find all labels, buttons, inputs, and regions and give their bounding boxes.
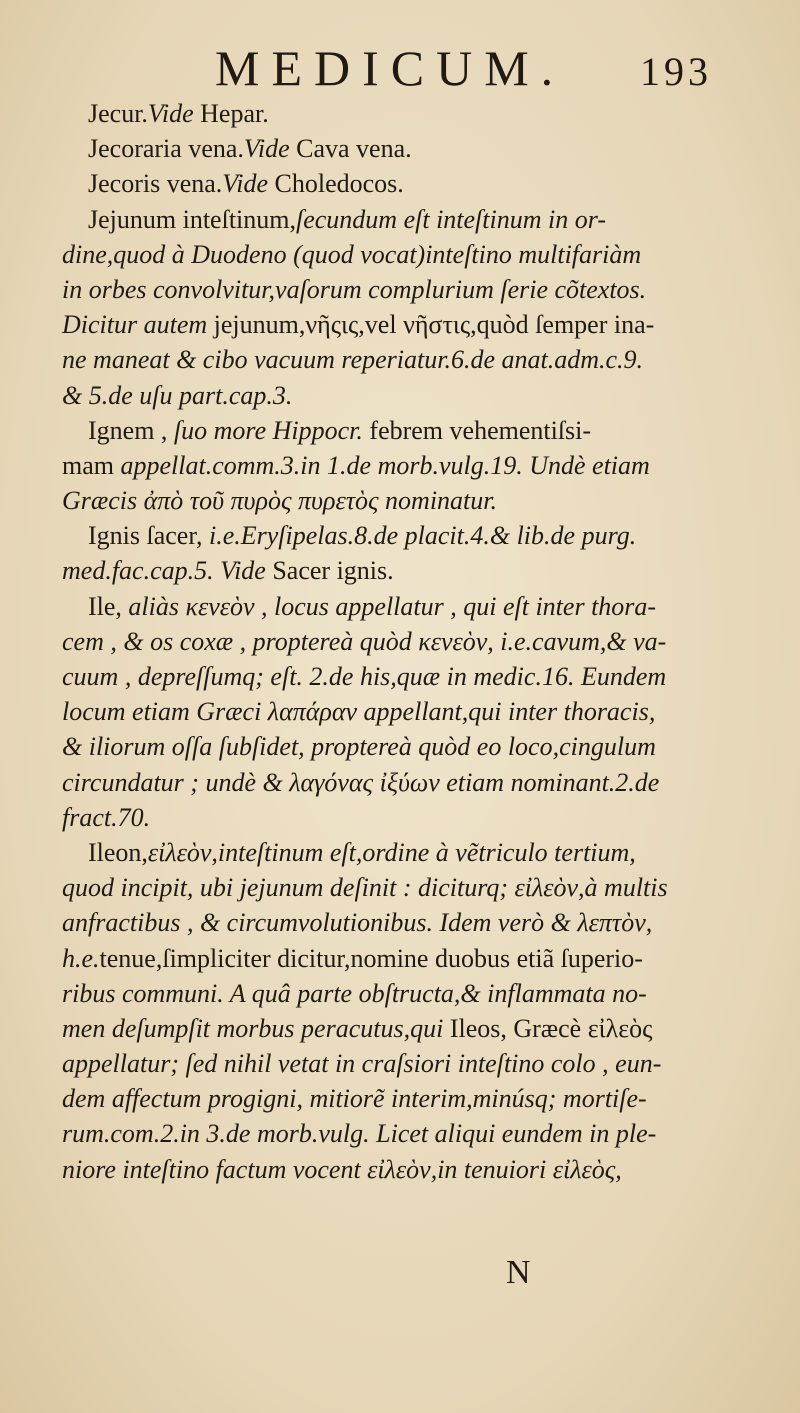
line-roman: Jecur. (88, 99, 148, 128)
line-italic: appellatur; ſed nihil vetat in craſsiori inteſtino colo , eun- (62, 1049, 662, 1079)
page-number: 193 (640, 49, 712, 94)
line-roman: Ileon, (88, 837, 148, 867)
text-line (62, 378, 732, 413)
line-roman: Ignem , (88, 415, 168, 445)
text-line (62, 589, 732, 624)
text-line (62, 1081, 732, 1116)
line-italic: & 5.de uſu part.cap.3. (62, 380, 293, 410)
line-tail: Cava vena. (289, 134, 412, 164)
text-line (62, 413, 732, 448)
line-tail: Choledocos. (268, 169, 404, 199)
line-tail: jejunum,νῆςις,vel νῆστις,quòd ſemper ina- (207, 310, 655, 340)
line-roman: mam (62, 450, 114, 480)
line-italic: ribus communi. A quâ parte obſtructa,& inflammata no- (62, 978, 647, 1008)
text-line (62, 941, 732, 976)
line-italic: Græcis ἀπὸ τοῦ πυρὸς πυρετὸς nominatur. (62, 486, 498, 516)
text-line (62, 905, 732, 940)
line-italic: med.fac.cap.5. Vide (62, 556, 266, 586)
catchword: N (506, 1254, 531, 1291)
line-italic: Vide (243, 134, 290, 164)
line-italic: niore inteſtino factum vocent εἰλεὸν,in tenuiori εἰλεὸς, (62, 1154, 622, 1184)
running-title: MEDICUM. (215, 40, 566, 96)
text-line (62, 1116, 732, 1151)
text-line (62, 870, 732, 905)
text-line (62, 659, 732, 694)
line-italic: anfractibus , & circumvolutionibus. Idem verò & λεπτὸν, (62, 908, 653, 938)
text-line (62, 448, 732, 483)
line-italic: locum etiam Græci λαπάραν appellant,qui inter thoracis, (62, 697, 656, 727)
line-italic: ne maneat & cibo vacuum reperiatur.6.de anat.adm.c.9. (62, 345, 644, 375)
text-line (62, 729, 732, 764)
line-italic: cuum , depreſſumq; eſt. 2.de his,quæ in medic.16. Eundem (62, 662, 667, 691)
dictionary-entries (62, 96, 732, 1187)
line-roman: Jecoris vena. (88, 169, 223, 199)
line-italic: fract.70. (62, 802, 151, 832)
text-line (62, 96, 732, 131)
page-header (0, 38, 800, 98)
text-line (62, 1011, 732, 1046)
text-line (62, 307, 732, 342)
line-italic: ſecundum eſt inteſtinum in or- (296, 204, 606, 234)
line-italic: Vide (147, 99, 194, 128)
line-italic: i.e.Eryſipelas.8.de placit.4.& lib.de purg. (202, 521, 637, 551)
line-italic: ſuo more Hippocr. (167, 415, 363, 445)
line-italic: dine,quod à Duodeno (quod vocat)inteſtino multifariàm (62, 239, 642, 269)
line-roman: Jecoraria vena. (88, 134, 244, 164)
text-line (62, 624, 732, 659)
text-line (62, 237, 732, 272)
line-italic: quod incipit, ubi jejunum deſinit : diciturq; εἰλεὸν,à multis (62, 873, 668, 903)
text-line (62, 976, 732, 1011)
text-line (62, 1152, 732, 1187)
line-italic: Dicitur autem (62, 310, 208, 340)
line-italic: cem , & os coxæ , proptereà quòd κενεὸν, i.e.cavum,& va- (62, 626, 667, 656)
line-italic: h.e. (62, 943, 100, 973)
line-italic: dem affectum progigni, mitiorẽ interim,minúsq; mortiſe- (62, 1084, 647, 1114)
line-tail: Sacer ignis. (265, 556, 394, 586)
text-line (62, 1046, 732, 1081)
text-line (62, 835, 732, 870)
text-line (62, 202, 732, 237)
line-italic: aliàs κενεὸν , locus appellatur , qui eſt inter thora- (121, 591, 657, 621)
text-line (62, 272, 732, 307)
text-line (62, 553, 732, 588)
text-line (62, 518, 732, 553)
line-italic: & iliorum oſſa ſubſidet, proptereà quòd eo loco,cingulum (62, 732, 656, 762)
line-roman: Ignis ſacer, (88, 521, 203, 551)
text-line (62, 800, 732, 835)
line-tail: tenue,ſimpliciter dicitur,nomine duobus etiã ſuperio- (99, 943, 643, 973)
line-italic: appellat.comm.3.in 1.de morb.vulg.19. Undè etiam (114, 450, 650, 480)
line-roman: Jejunum inteſtinum, (88, 204, 296, 234)
text-line (62, 166, 732, 201)
line-italic: men deſumpſit morbus peracutus,qui (62, 1013, 444, 1043)
line-italic: in orbes convolvitur,vaſorum complurium ſerie cõtextos. (62, 274, 647, 304)
text-line (62, 483, 732, 518)
line-italic: εἰλεὸν,inteſtinum eſt,ordine à vẽtriculo tertium, (147, 837, 636, 867)
line-italic: Vide (222, 169, 268, 199)
text-line (62, 694, 732, 729)
line-tail: Hepar. (193, 99, 269, 128)
line-italic: circundatur ; undè & λαγόνας ἰξύων etiam nominant.2.de (62, 767, 660, 797)
text-line (62, 765, 732, 800)
text-line (62, 342, 732, 377)
line-tail: febrem vehementiſsi- (362, 415, 592, 445)
text-line (62, 131, 732, 166)
line-roman: Ile, (88, 591, 122, 621)
line-italic: rum.com.2.in 3.de morb.vulg. Licet aliqui eundem in ple- (62, 1119, 657, 1149)
line-tail: Ileos, Græcè εἰλεὸς (443, 1013, 653, 1043)
